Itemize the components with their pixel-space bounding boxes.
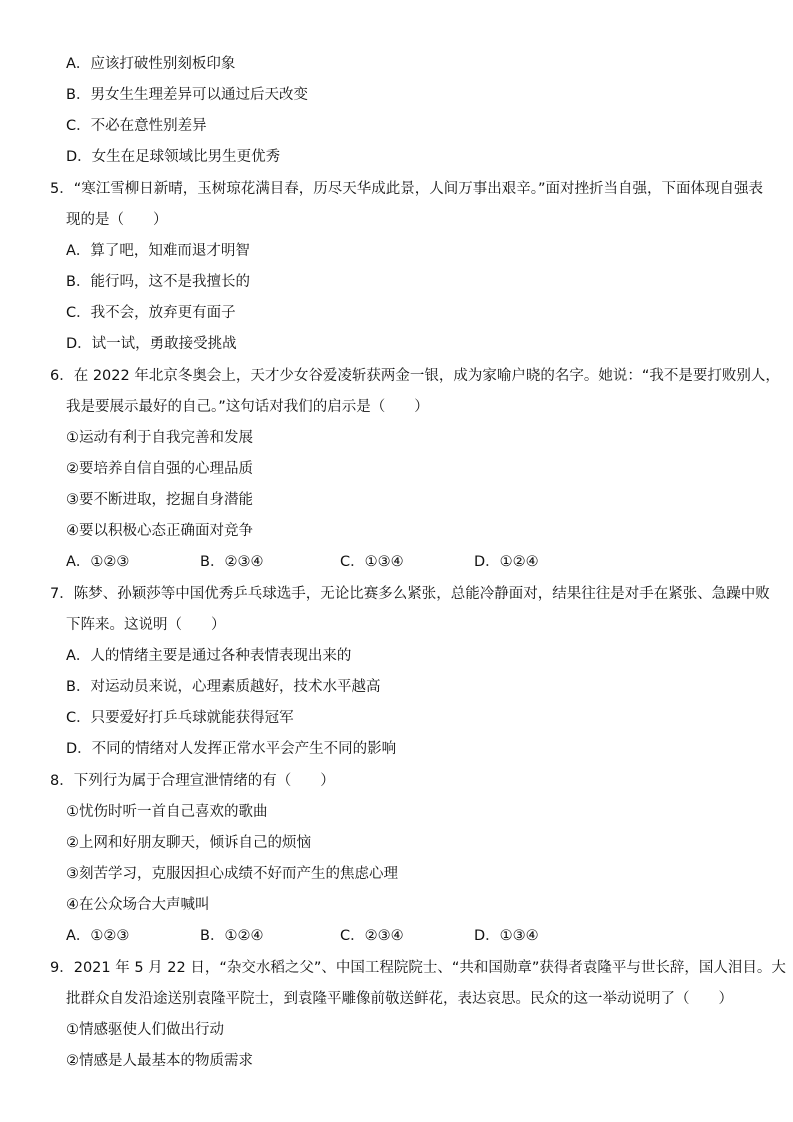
q7-option-b: B．对运动员来说，心理素质越好，技术水平越高 — [66, 679, 381, 695]
q9-stem-line1: 9．2021 年 5 月 22 日，“杂交水稻之父”、中国工程院院士、“共和国勋章”获得者袁隆平与世长辞，国人泪目。大 — [50, 960, 786, 976]
q8-item-2: ②上网和好朋友聊天，倾诉自己的烦恼 — [66, 835, 311, 851]
q6-choice-b: B．②③④ — [200, 554, 264, 570]
q8-item-4: ④在公众场合大声喊叫 — [66, 897, 210, 913]
q5-option-d: D．试一试，勇敢接受挑战 — [66, 336, 237, 352]
q8-stem-line1: 8．下列行为属于合理宣泄情绪的有（ ） — [50, 773, 335, 789]
q8-choice-d: D．①③④ — [474, 928, 539, 944]
q6-choice-a: A．①②③ — [66, 554, 130, 570]
q5-stem-line1: 5．“寒江雪柳日新晴，玉树琼花满目春，历尽天华成此景，人间万事出艰辛。”面对挫折当自强，下面体现自强表 — [50, 181, 763, 197]
q7-stem-line1: 7．陈梦、孙颖莎等中国优秀乒乓球选手，无论比赛多么紧张，总能冷静面对，结果往往是对手在紧张、急躁中败 — [50, 586, 770, 602]
q9-item-1: ①情感驱使人们做出行动 — [66, 1022, 224, 1038]
q7-stem-line2: 下阵来。这说明（ ） — [66, 617, 226, 633]
q4-option-d: D．女生在足球领域比男生更优秀 — [66, 149, 281, 165]
q4-option-b: B．男女生生理差异可以通过后天改变 — [66, 87, 308, 103]
q8-choices — [66, 926, 766, 946]
q8-choice-a: A．①②③ — [66, 928, 130, 944]
q5-stem-line2: 现的是（ ） — [66, 212, 168, 228]
q5-option-c: C．我不会，放弃更有面子 — [66, 305, 236, 321]
q7-option-a: A．人的情绪主要是通过各种表情表现出来的 — [66, 648, 352, 664]
q6-stem-line1: 6．在 2022 年北京冬奥会上，天才少女谷爱凌斩获两金一银，成为家喻户晓的名字。她说：“我不是要打败别人， — [50, 368, 780, 384]
q4-option-c: C．不必在意性别差异 — [66, 118, 207, 134]
q8-item-3: ③刻苦学习，克服因担心成绩不好而产生的焦虑心理 — [66, 866, 398, 882]
q6-item-3: ③要不断进取，挖掘自身潜能 — [66, 492, 253, 508]
q6-choice-c: C．①③④ — [340, 554, 404, 570]
q5-option-b: B．能行吗，这不是我擅长的 — [66, 274, 250, 290]
q6-item-4: ④要以积极心态正确面对竞争 — [66, 523, 253, 539]
q9-item-2: ②情感是人最基本的物质需求 — [66, 1053, 253, 1069]
q9-stem-line2: 批群众自发沿途送别袁隆平院士，到袁隆平雕像前敬送鲜花，表达哀思。民众的这一举动说明了（ ） — [66, 991, 733, 1007]
q6-stem-line2: 我是要展示最好的自己。”这句话对我们的启示是（ ） — [66, 399, 429, 415]
q6-item-2: ②要培养自信自强的心理品质 — [66, 461, 253, 477]
q6-item-1: ①运动有利于自我完善和发展 — [66, 430, 253, 446]
q8-item-1: ①忧伤时听一首自己喜欢的歌曲 — [66, 804, 268, 820]
q7-option-d: D．不同的情绪对人发挥正常水平会产生不同的影响 — [66, 741, 397, 757]
q7-option-c: C．只要爱好打乒乓球就能获得冠军 — [66, 710, 294, 726]
q6-choice-d: D．①②④ — [474, 554, 539, 570]
q4-option-a: A．应该打破性别刻板印象 — [66, 56, 236, 72]
q6-choices — [66, 552, 766, 572]
q8-choice-b: B．①②④ — [200, 928, 264, 944]
q5-option-a: A．算了吧，知难而退才明智 — [66, 243, 250, 259]
q8-choice-c: C．②③④ — [340, 928, 404, 944]
